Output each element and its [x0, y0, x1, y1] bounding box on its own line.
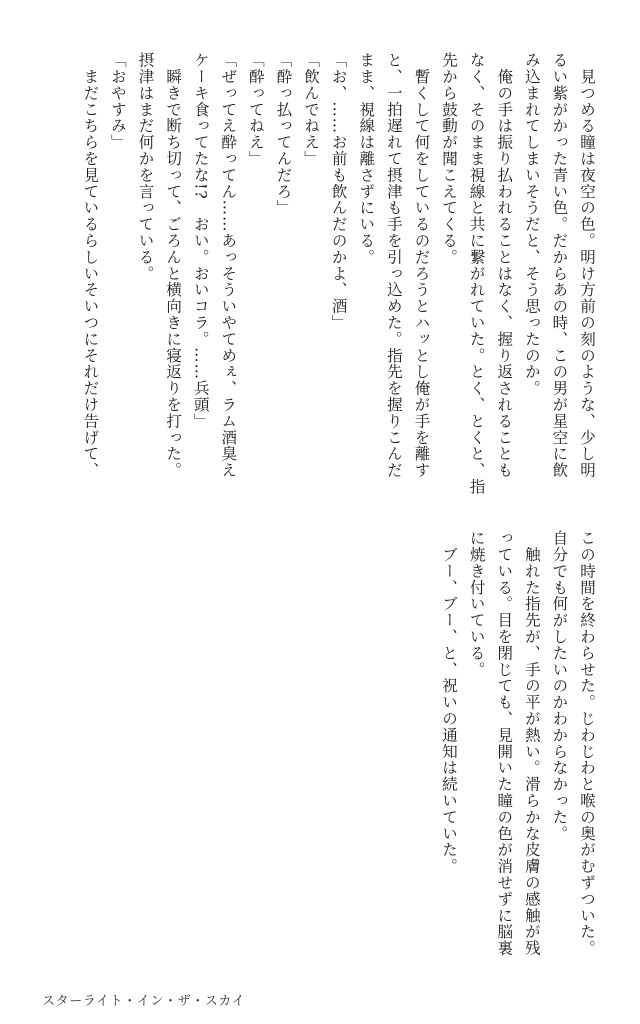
text-line: 自分でも何がしたいのかわからなかった。 [550, 530, 569, 842]
text-line: っている。目を閉じても、見開いた瞳の色が消せずに脳裏 [495, 530, 514, 957]
text-line: なく、そのまま視線と共に繋がれていた。とく、とくと、指 [467, 52, 486, 495]
text-line: ケーキ食ってたな!? おい。おいコラ。……兵頭」 [191, 52, 210, 430]
text-line: と、一拍遅れて摂津も手を引っ込めた。指先を握りこんだ [384, 52, 403, 479]
text-line: 「ぜってえ酔ってん……あっそういやてめぇ、ラム酒臭え [219, 52, 238, 479]
text-line: 摂津はまだ何かを言っている。 [136, 52, 155, 282]
text-line: み込まれてしまいそうだと、そう思ったのか。 [522, 52, 541, 397]
text-line: ブー、ブー、と、祝いの通知は続いていた。 [440, 530, 459, 875]
text-line: 触れた指先が、手の平が熱い。滑らかな皮膚の感触が残 [522, 530, 541, 957]
text-line: 「酔ってねえ」 [246, 52, 265, 167]
text-line: 「飲んでねえ」 [302, 52, 321, 167]
text-line: 俺の手は振り払われることはなく、握り返されることも [495, 52, 514, 479]
text-line: 「おやすみ」 [108, 52, 127, 151]
text-line: まだこちらを見ているらしいそいつにそれだけ告げて、 [81, 52, 100, 479]
lower-text-block [434, 530, 600, 990]
upper-text-block [76, 52, 600, 512]
text-line: 瞬きで断ち切って、ごろんと横向きに寝返りを打った。 [164, 52, 183, 479]
text-line: 先から鼓動が聞こえてくる。 [440, 52, 459, 266]
text-line: 暫くして何をしているのだろうとハッとし俺が手を離す [412, 52, 431, 479]
text-line: 「お、……お前も飲んだのかよ、酒」 [329, 52, 348, 331]
text-line: 「酔っ払ってんだろ」 [274, 52, 293, 216]
text-line: に焼き付いている。 [467, 530, 486, 678]
text-line: るい紫がかった青い色。だからあの時、この男が星空に飲 [550, 52, 569, 479]
text-line: 見つめる瞳は夜空の色。明け方前の刻のような、少し明 [578, 52, 596, 479]
text-line: この時間を終わらせた。じわじわと喉の奥がむずついた。 [578, 530, 596, 957]
text-line: まま、視線は離さずにいる。 [357, 52, 376, 266]
running-footer-title: スターライト・イン・ザ・スカイ [42, 994, 246, 1009]
